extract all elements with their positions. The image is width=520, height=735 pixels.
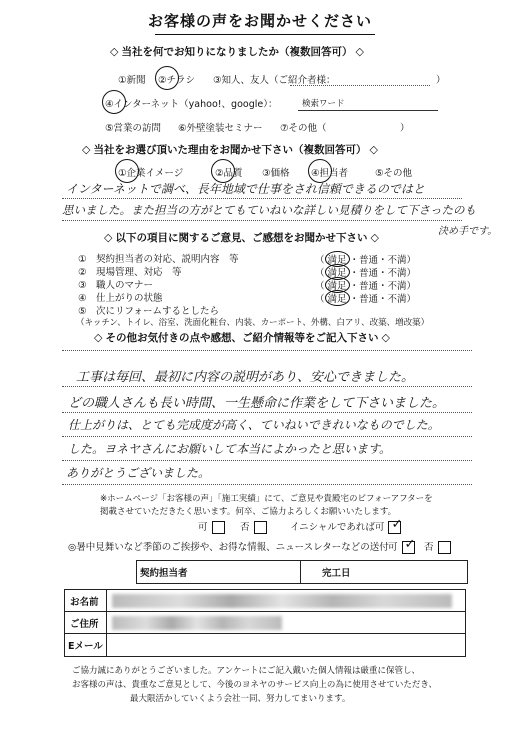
q2-handwritten-line-1: インターネットで調べ、長年地域で仕事をされ信頼できるのではと (66, 182, 425, 196)
question-1-label: 当社を何でお知りになりましたか（複数回答可） (121, 46, 353, 58)
completion-date-label: 完工日 (322, 568, 351, 579)
page-title: お客様の声をお聞かせください (147, 12, 372, 30)
notice-initial-checkbox[interactable] (388, 517, 403, 534)
q1-friend-close: ） (436, 75, 446, 86)
q2-option-quality[interactable]: ②品質 (215, 168, 243, 179)
q3-rating-1-rest: ・普通・不満 (349, 255, 407, 266)
q1-referrer-line (290, 85, 430, 86)
q3-rating-row-4[interactable]: （ 満足 ・普通・不満） (315, 290, 416, 306)
q3-rating-row-2[interactable]: （ 満足 ・普通・不満） (315, 264, 416, 280)
question-4-heading (94, 330, 390, 345)
q4-handwritten-line-5: ありがとうございました。 (66, 466, 211, 480)
q2-option-image[interactable]: ①企業イメージ (118, 168, 184, 179)
footer-line-1: ご協力誠にありがとうございました。アンケートにご記入戴いた個人情報は厳重に保管し、 (72, 666, 420, 676)
notice-initial-option[interactable] (290, 519, 401, 534)
address-redacted (112, 616, 282, 630)
q1-internet-circle-mark (102, 90, 126, 114)
q2-option-staff[interactable]: ④担当者 (311, 168, 349, 179)
title-underline (155, 34, 375, 35)
contract-box-divider (300, 560, 301, 583)
q3-rating-4-selected[interactable]: 満足 (325, 290, 350, 306)
q3-rating-row-3[interactable]: （ 満足 ・普通・不満） (315, 277, 416, 293)
footer-line-2: お客様の声は、貴重なご意見として、今後のヨネヤのサービス向上の為に使用させていただき、 (72, 680, 437, 690)
q4-answer-line-3 (62, 436, 472, 437)
name-redacted (112, 594, 452, 608)
q4-answer-line-4 (62, 460, 472, 461)
notice-no-option[interactable] (240, 519, 267, 534)
q2-handwritten-line-2: 思いました。また担当の方がとてもていねいな詳しい見積りをして下さったのも (62, 203, 476, 217)
q1-search-word-line (298, 110, 438, 111)
q4-answer-line-0 (62, 350, 472, 351)
notice-no-label: 否 (240, 522, 250, 533)
form-label-divider (106, 589, 107, 656)
newsletter-no-option[interactable] (424, 539, 451, 554)
q1-flyer-circle-mark (155, 66, 179, 90)
q2-handwritten-line-3: 決め手です。 (438, 226, 498, 237)
question-3-heading (104, 230, 379, 245)
question-1-heading (110, 44, 364, 59)
newsletter-yes-checkbox[interactable] (402, 537, 416, 554)
q1-option-other[interactable]: ⑦その他（ (280, 123, 327, 134)
q1-option-sales-visit[interactable]: ⑤営業の訪問 (105, 123, 162, 134)
notice-yes-label: 可 (198, 522, 208, 533)
q3-rating-2-selected[interactable]: 満足 (325, 264, 350, 280)
diamond-icon: ◇ (94, 331, 103, 344)
q3-rating-4-rest: ・普通・不満 (349, 294, 407, 305)
diamond-icon: ◇ (110, 45, 119, 58)
question-3-label: 以下の項目に関するご意見、ご感想をお聞かせ下さい (115, 232, 368, 244)
notice-no-checkbox[interactable] (254, 521, 267, 534)
q4-handwritten-line-1: 工事は毎回、最初に内容の説明があり、安心できました。 (76, 370, 415, 385)
q1-search-word-label: 検索ワード (302, 99, 345, 109)
q3-item-2: ② 現場管理、対応 等 (78, 267, 182, 278)
notice-yes-checkbox[interactable] (212, 521, 225, 534)
q2-option-price[interactable]: ③価格 (262, 168, 290, 179)
notice-line-1: ※ホームページ「お客様の声」「施工実績」にて、ご意見や貴殿宅のビフォーアフターを (100, 494, 433, 504)
q2-option-other[interactable]: ⑤その他 (375, 168, 413, 179)
address-label: ご住所 (70, 619, 99, 630)
newsletter-label: ◎暑中見舞いなど季節のご挨拶や、お得な情報、ニュースレターなどの送付 (68, 542, 389, 553)
q3-reform-options: （キッチン、トイレ、浴室、洗面化粧台、内装、カーポート、外構、白アリ、改築、増改築） (76, 318, 430, 328)
question-4-label: その他お気付きの点や感想、ご紹介情報等をご記入下さい (105, 332, 379, 344)
email-label: Eメール (68, 641, 103, 652)
q1-option-flyer[interactable]: ②チラシ (158, 75, 196, 86)
q1-other-close: ） (400, 123, 410, 134)
newsletter-no-label: 否 (424, 542, 434, 553)
notice-line-2: 掲載させていただきたく思います。何卒、ご協力よろしくお願いいたします。 (100, 507, 397, 517)
q1-option-newspaper[interactable]: ①新聞 (118, 75, 146, 86)
name-label: お名前 (70, 597, 99, 608)
q3-rating-2-rest: ・普通・不満 (349, 268, 407, 279)
diamond-icon: ◇ (104, 231, 113, 244)
diamond-icon: ◇ (381, 331, 390, 344)
q3-item-3: ③ 職人のマナー (78, 280, 154, 291)
diamond-icon: ◇ (355, 45, 364, 58)
q3-item-5: ⑤ 次にリフォームするとしたら (78, 306, 220, 317)
form-row-divider-1 (64, 611, 465, 612)
q3-rating-row-1[interactable]: （ 満足 ・普通・不満） (315, 251, 416, 267)
newsletter-yes-option[interactable] (388, 539, 415, 554)
q3-rating-3-selected[interactable]: 満足 (325, 277, 350, 293)
q4-handwritten-line-4: した。ヨネヤさんにお願いして本当によかったと思います。 (68, 442, 392, 456)
q1-option-seminar[interactable]: ⑥外壁塗装セミナー (178, 123, 263, 134)
q4-answer-line-5 (62, 484, 472, 485)
form-row-divider-2 (64, 633, 465, 634)
q4-handwritten-line-2: どの職人さんも長い時間、一生懸命に作業をして下さいました。 (68, 396, 446, 411)
diamond-icon: ◇ (82, 143, 91, 156)
check-mark-icon: ✓ (404, 537, 416, 552)
q3-rating-3-rest: ・普通・不満 (349, 281, 407, 292)
q4-answer-line-1 (62, 386, 472, 387)
q1-option-friend[interactable]: ③知人、友人（ご紹介者様： (213, 75, 336, 86)
q3-item-1: ① 契約担当者の対応、説明内容 等 (78, 254, 239, 265)
q2-answer-line-2 (62, 220, 462, 221)
newsletter-no-checkbox[interactable] (438, 541, 451, 554)
q4-answer-line-2 (62, 412, 472, 413)
notice-initial-label: イニシャルであれば可 (290, 522, 385, 533)
question-2-heading (82, 142, 378, 157)
check-mark-icon: ✓ (391, 517, 403, 532)
q2-answer-line-1 (62, 198, 462, 199)
diamond-icon: ◇ (370, 231, 379, 244)
contract-staff-label: 契約担当者 (140, 568, 188, 579)
notice-yes-option[interactable] (198, 519, 225, 534)
diamond-icon: ◇ (369, 143, 378, 156)
q3-item-4: ④ 仕上がりの状態 (78, 293, 163, 304)
q1-option-internet[interactable]: ④インターネット（yahoo!、google）： (105, 99, 278, 110)
q3-rating-1-selected[interactable]: 満足 (325, 251, 350, 267)
question-2-label: 当社をお選び頂いた理由をお聞かせ下さい（複数回答可） (93, 144, 367, 156)
q4-handwritten-line-3: 仕上がりは、とても完成度が高く、ていねいできれいなものでした。 (68, 418, 440, 432)
newsletter-yes-label: 可 (388, 542, 398, 553)
footer-line-3: 最大限活かしていくよう会社一同、努力してまいります。 (130, 694, 351, 704)
